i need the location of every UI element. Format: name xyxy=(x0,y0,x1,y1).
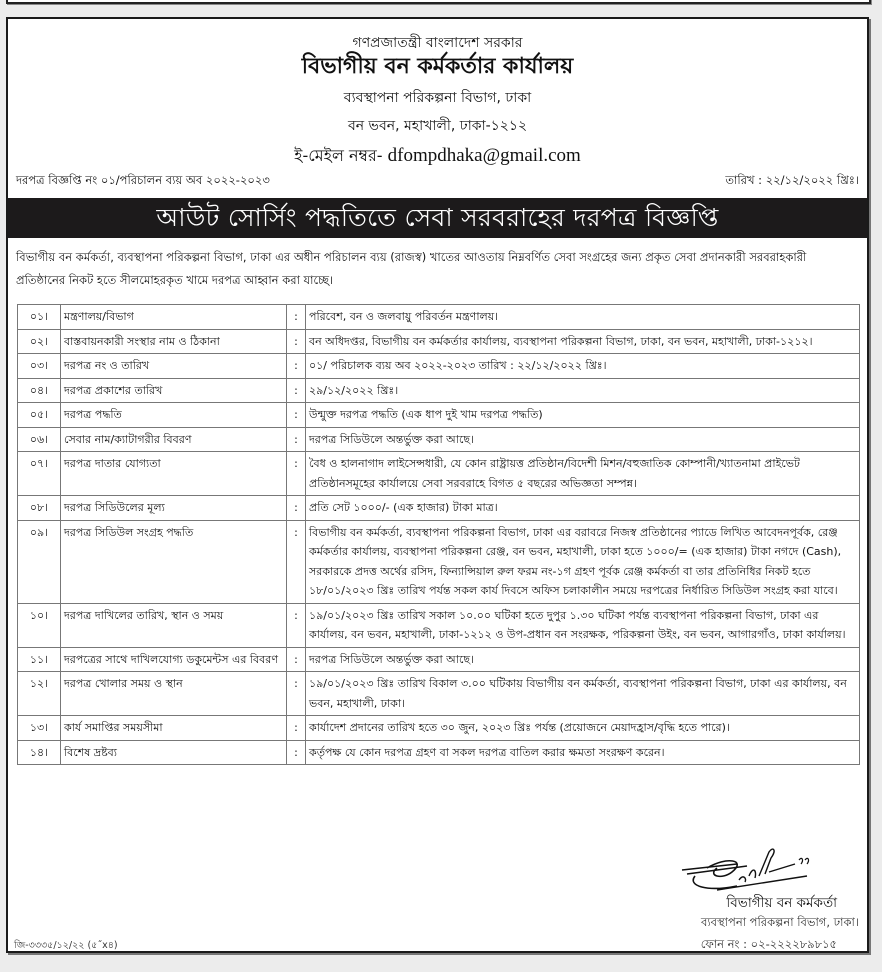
row-label: দরপত্র খোলার সময় ও স্থান xyxy=(61,672,287,716)
tender-details-table xyxy=(17,304,860,765)
table-row xyxy=(18,647,860,672)
table-row xyxy=(18,716,860,741)
row-label: মন্ত্রণালয়/বিভাগ xyxy=(61,305,287,330)
row-number: ০৫। xyxy=(18,403,61,428)
row-colon: : xyxy=(287,496,306,521)
row-colon: : xyxy=(287,740,306,765)
row-number: ০৩। xyxy=(18,354,61,379)
row-colon: : xyxy=(287,329,306,354)
row-colon: : xyxy=(287,452,306,496)
table-row xyxy=(18,427,860,452)
row-label: বাস্তবায়নকারী সংস্থার নাম ও ঠিকানা xyxy=(61,329,287,354)
email-label: ই-মেইল নম্বর- xyxy=(294,146,383,165)
row-value: বন অধিদপ্তর, বিভাগীয় বন কর্মকর্তার কার্যালয়, ব্যবস্থাপনা পরিকল্পনা বিভাগ, ঢাকা, বন ভবন, মহাখালী, ঢাকা-১২১২। xyxy=(306,329,860,354)
row-value: পরিবেশ, বন ও জলবায়ু পরিবর্তন মন্ত্রণালয়। xyxy=(306,305,860,330)
row-colon: : xyxy=(287,403,306,428)
table-row xyxy=(18,740,860,765)
row-number: ০৭। xyxy=(18,452,61,496)
row-colon: : xyxy=(287,603,306,647)
signatory-phone: ফোন নং : ০২-২২২২৮৯৮১৫ xyxy=(700,937,837,951)
table-row xyxy=(18,329,860,354)
previous-page-frame xyxy=(6,0,871,4)
row-number: ১৩। xyxy=(18,716,61,741)
table-row xyxy=(18,378,860,403)
signature-image xyxy=(677,846,827,894)
table-row xyxy=(18,496,860,521)
table-row xyxy=(18,452,860,496)
government-name: গণপ্রজাতন্ত্রী বাংলাদেশ সরকার xyxy=(352,35,523,51)
row-colon: : xyxy=(287,378,306,403)
row-value: ১৯/০১/২০২৩ খ্রিঃ তারিখ সকাল ১০.০০ ঘটিকা হতে দুপুর ১.৩০ ঘটিকা পর্যন্ত ব্যবস্থাপনা পরিকল্পনা বিভাগ, ঢাকা এর কার্যালয়, বন ভবন, মহাখালী, ঢাকা-১২১২ ও উপ-প্রধান বন সংরক্ষক, পরিকল্পনা উইং, বন ভবন, আগারগাঁও, ঢাকা কার্যালয়। xyxy=(306,603,860,647)
row-value: ১৯/০১/২০২৩ খ্রিঃ তারিখ বিকাল ৩.০০ ঘটিকায় বিভাগীয় বন কর্মকর্তা, ব্যবস্থাপনা পরিকল্পনা বিভাগ, ঢাকা এর কার্যালয়, বন ভবন, মহাখালী, ঢাকা। xyxy=(306,672,860,716)
email-address: dfompdhaka@gmail.com xyxy=(387,145,581,166)
table-row xyxy=(18,305,860,330)
row-colon: : xyxy=(287,427,306,452)
row-number: ০৪। xyxy=(18,378,61,403)
row-colon: : xyxy=(287,305,306,330)
tender-notice-document xyxy=(6,17,869,953)
notice-reference: দরপত্র বিজ্ঞপ্তি নং ০১/পরিচালন ব্যয় অব ২০২২-২০২৩ xyxy=(16,173,270,187)
table-row xyxy=(18,603,860,647)
row-value: বিভাগীয় বন কর্মকর্তা, ব্যবস্থাপনা পরিকল্পনা বিভাগ, ঢাকা এর বরাবরে নিজস্ব প্রতিষ্ঠানের প্যাডে লিখিত আবেদনপূর্বক, রেঞ্জ কর্মকর্তার কার্যালয়, ব্যবস্থাপনা পরিকল্পনা রেঞ্জ, বন ভবন, মহাখালী, ঢাকা হতে ১০০০/= (এক হাজার) টাকা নগদে (Cash), সরকারকে প্রদত্ত অর্থের রসিদ, ফিন্যান্সিয়াল রুল ফরম নং-১গ গ্রহণ পূর্বক রেঞ্জ কর্মকর্তা বা তার প্রতিনিধির নিকট হতে ১৮/০১/২০২৩ খ্রিঃ তারিখ পর্যন্ত সকল কার্য দিবসে অফিস চলাকালীন সময়ে দরপত্রের নির্ধারিত সিডিউল সংগ্রহ করা যাবে। xyxy=(306,520,860,603)
row-label: দরপত্র প্রকাশের তারিখ xyxy=(61,378,287,403)
signatory-title: বিভাগীয় বন কর্মকর্তা xyxy=(726,895,837,911)
row-value: উন্মুক্ত দরপত্র পদ্ধতি (এক ধাপ দুই খাম দরপত্র পদ্ধতি) xyxy=(306,403,860,428)
row-colon: : xyxy=(287,672,306,716)
row-value: ২৯/১২/২০২২ খ্রিঃ। xyxy=(306,378,860,403)
row-value: বৈধ ও হালনাগাদ লাইসেন্সধারী, যে কোন রাষ্ট্রায়ত্ত প্রতিষ্ঠান/বিদেশী মিশন/বহুজাতিক কোম্পানী/খ্যাতনামা প্রাইভেট প্রতিষ্ঠানসমূহের কার্যালয়ে সেবা সরবরাহে বিগত ৫ বছরের অভিজ্ঞতা সম্পন্ন। xyxy=(306,452,860,496)
row-number: ০৮। xyxy=(18,496,61,521)
notice-date: তারিখ : ২২/১২/২০২২ খ্রিঃ। xyxy=(725,173,859,187)
office-address: বন ভবন, মহাখালী, ঢাকা-১২১২ xyxy=(347,118,528,134)
row-colon: : xyxy=(287,647,306,672)
row-number: ০৬। xyxy=(18,427,61,452)
row-label: দরপত্র দাখিলের তারিখ, স্থান ও সময় xyxy=(61,603,287,647)
row-colon: : xyxy=(287,520,306,603)
row-label: কার্য সমাপ্তির সময়সীমা xyxy=(61,716,287,741)
row-number: ১২। xyxy=(18,672,61,716)
row-number: ১৪। xyxy=(18,740,61,765)
intro-paragraph: বিভাগীয় বন কর্মকর্তা, ব্যবস্থাপনা পরিকল্পনা বিভাগ, ঢাকা এর অধীন পরিচালন ব্যয় (রাজস্ব) খাতের আওতায় নিম্নবর্ণিত সেবা সংগ্রহের জন্য প্রকৃত সেবা প্রদানকারী সরবরাহকারী প্রতিষ্ঠানের নিকট হতে সীলমোহরকৃত খামে দরপত্র আহ্বান করা যাচ্ছে। xyxy=(16,250,807,287)
row-label: দরপত্রের সাথে দাখিলযোগ্য ডকুমেন্টস এর বিবরণ xyxy=(61,647,287,672)
row-number: ০১। xyxy=(18,305,61,330)
row-number: ১০। xyxy=(18,603,61,647)
row-number: ১১। xyxy=(18,647,61,672)
row-value: দরপত্র সিডিউলে অন্তর্ভুক্ত করা আছে। xyxy=(306,427,860,452)
notice-title-banner: আউট সোর্সিং পদ্ধতিতে সেবা সরবরাহের দরপত্র বিজ্ঞপ্তি xyxy=(8,198,867,238)
row-colon: : xyxy=(287,354,306,379)
row-value: দরপত্র সিডিউলে অন্তর্ভুক্ত করা আছে। xyxy=(306,647,860,672)
row-value: প্রতি সেট ১০০০/- (এক হাজার) টাকা মাত্র। xyxy=(306,496,860,521)
row-value: কার্যাদেশ প্রদানের তারিখ হতে ৩০ জুন, ২০২৩ খ্রিঃ পর্যন্ত (প্রয়োজনে মেয়াদহ্রাস/বৃদ্ধি হতে পারে)। xyxy=(306,716,860,741)
signatory-department: ব্যবস্থাপনা পরিকল্পনা বিভাগ, ঢাকা। xyxy=(700,915,859,929)
row-label: সেবার নাম/ক্যাটাগরীর বিবরণ xyxy=(61,427,287,452)
print-code: জি-৩৩৩৫/১২/২২ (৫˝x৪) xyxy=(14,940,118,951)
table-row xyxy=(18,520,860,603)
table-row xyxy=(18,354,860,379)
email-line xyxy=(8,143,867,170)
division-name: ব্যবস্থাপনা পরিকল্পনা বিভাগ, ঢাকা xyxy=(343,90,532,106)
row-colon: : xyxy=(287,716,306,741)
table-row xyxy=(18,672,860,716)
table-row xyxy=(18,403,860,428)
office-title: বিভাগীয় বন কর্মকর্তার কার্যালয় xyxy=(301,54,574,79)
row-label: দরপত্র দাতার যোগ্যতা xyxy=(61,452,287,496)
row-number: ০২। xyxy=(18,329,61,354)
row-label: বিশেষ দ্রষ্টব্য xyxy=(61,740,287,765)
row-value: ০১/ পরিচালক ব্যয় অব ২০২২-২০২৩ তারিখ : ২২/১২/২০২২ খ্রিঃ। xyxy=(306,354,860,379)
row-label: দরপত্র পদ্ধতি xyxy=(61,403,287,428)
row-number: ০৯। xyxy=(18,520,61,603)
row-label: দরপত্র নং ও তারিখ xyxy=(61,354,287,379)
row-value: কর্তৃপক্ষ যে কোন দরপত্র গ্রহণ বা সকল দরপত্র বাতিল করার ক্ষমতা সংরক্ষণ করেন। xyxy=(306,740,860,765)
row-label: দরপত্র সিডিউল সংগ্রহ পদ্ধতি xyxy=(61,520,287,603)
row-label: দরপত্র সিডিউলের মূল্য xyxy=(61,496,287,521)
